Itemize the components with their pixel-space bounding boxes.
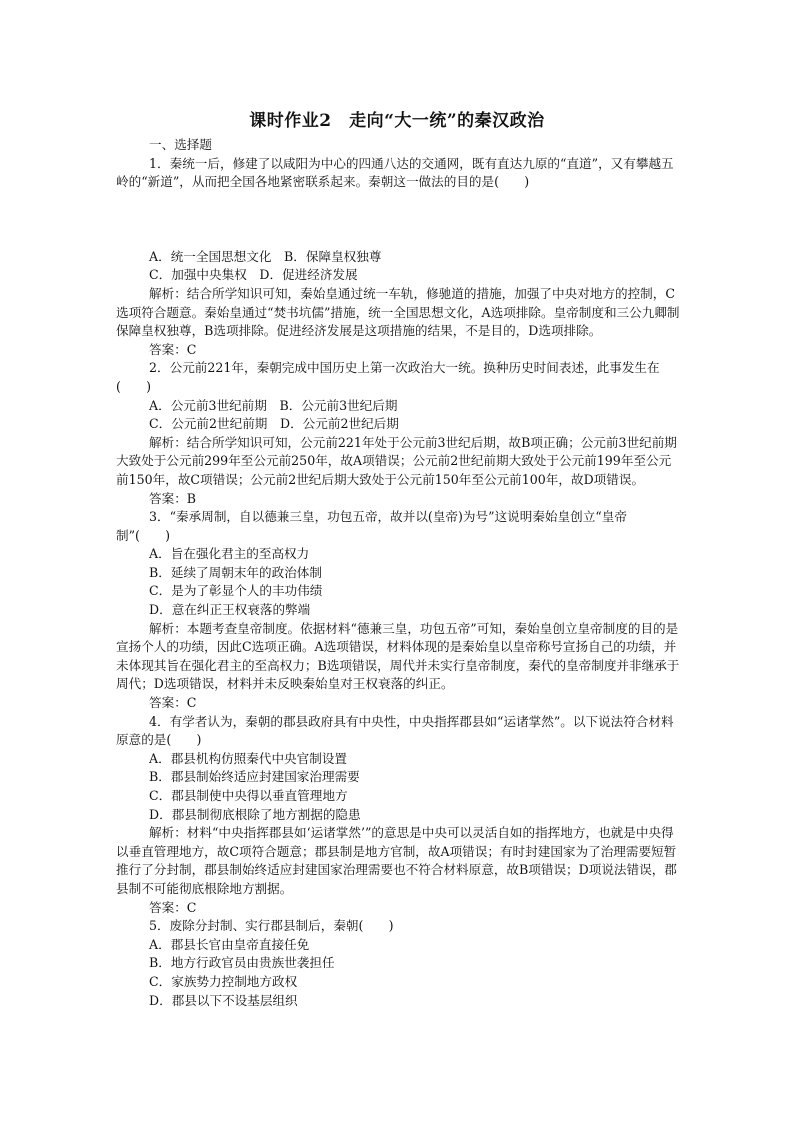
question-1-analysis: 解析：结合所学知识可知，秦始皇通过统一车轨，修驰道的措施，加强了中央对地方的控制，C选项符合题意。秦始皇通过“焚书坑儒”措施，统一全国思想文化，A选项排除。皇帝制度和三公九卿制保障皇权独尊，B选项排除。促进经济发展是这项措施的结果，不是目的，D选项排除。 (116, 285, 680, 339)
question-3-option-b: B．延续了周朝末年的政治体制 (149, 564, 322, 580)
question-4-option-b: B．郡县制始终适应封建国家治理需要 (149, 769, 360, 785)
page-title: 课时作业2 走向“大一统”的秦汉政治 (249, 111, 545, 131)
question-5-option-c: C．家族势力控制地方政权 (149, 973, 298, 989)
question-5-option-b: B．地方行政官员由贵族世袭担任 (149, 955, 335, 971)
question-2-option-row: A．公元前3世纪前期 B．公元前3世纪后期 (149, 397, 398, 413)
question-3-option-a: A．旨在强化君主的至高权力 (149, 546, 310, 562)
question-5-option-d: D．郡县以下不设基层组织 (149, 992, 298, 1008)
question-4-answer: 答案：C (149, 899, 197, 915)
section-heading: 一、选择题 (149, 137, 212, 152)
question-4-option-d: D．郡县制彻底根除了地方割据的隐患 (149, 806, 361, 822)
question-3-option-c: C．是为了彰显个人的丰功伟绩 (149, 583, 323, 599)
question-2-analysis: 解析：结合所学知识可知，公元前221年处于公元前3世纪后期，故B项正确；公元前3世纪前期大致处于公元前299年至公元前250年，故A项错误；公元前2世纪前期大致处于公元前199年至公元前150年，故C项错误；公元前2世纪后期大致处于公元前150年至公元前100年，故D项错误。 (116, 434, 677, 487)
question-2-option-row: C．公元前2世纪前期 D．公元前2世纪后期 (149, 416, 399, 432)
question-5-stem: 5．废除分封制、实行郡县制后，秦朝( ) (149, 918, 394, 934)
question-1-stem: 1．秦统一后，修建了以咸阳为中心的四通八达的交通网，既有直达九原的“直道”，又有攀越五岭的“新道”，从而把全国各地紧密联系起来。秦朝这一做法的目的是( ) (116, 155, 674, 190)
question-4-option-c: C．郡县制使中央得以垂直管理地方 (149, 788, 348, 803)
question-4-stem: 4．有学者认为，秦朝的郡县政府具有中央性，中央指挥郡县如“运诸掌然”。以下说法符合材料原意的是( ) (116, 713, 674, 748)
question-2-stem: 2．公元前221年，秦朝完成中国历史上第一次政治大一统。换种历史时间表述，此事发生在( ) (116, 360, 660, 394)
question-1-option-row: C．加强中央集权 D．促进经济发展 (149, 267, 358, 283)
question-4-option-a: A．郡县机构仿照秦代中央官制设置 (149, 750, 348, 766)
question-3-stem: 3．“秦承周制，自以德兼三皇，功包五帝，故并以(皇帝)为号”这说明秦始皇创立“皇帝制”( ) (116, 509, 627, 543)
question-4-analysis: 解析：材料“中央指挥郡县如‘运诸掌然’”的意思是中央可以灵活自如的指挥地方，也就是中央得以垂直管理地方，故C项符合题意；郡县制是地方官制，故A项错误；有时封建国家为了治理需要短暂推行了分封制，郡县制始终适应封建国家治理需要也不符合材料原意，故B项错误；D项说法错误，郡县制不可能彻底根除地方割据。 (116, 825, 677, 896)
question-3-analysis: 解析：本题考查皇帝制度。依据材料“德兼三皇，功包五帝”可知，秦始皇创立皇帝制度的目的是宣扬个人的功绩，因此C选项正确。A选项错误，材料体现的是秦始皇以皇帝称号宣扬自己的功绩，并未体现其旨在强化君主的至高权力；B选项错误，周代并未实行皇帝制度，秦代的皇帝制度并非继承于周代；D选项错误，材料并未反映秦始皇对王权衰落的纠正。 (116, 620, 680, 692)
question-3-option-d: D．意在纠正王权衰落的弊端 (149, 602, 311, 618)
question-2-answer: 答案：B (149, 490, 197, 506)
question-5-option-a: A．郡县长官由皇帝直接任免 (149, 936, 310, 952)
answer-space (116, 192, 680, 248)
worksheet-content (116, 136, 680, 1010)
question-1-answer: 答案：C (149, 341, 197, 357)
question-3-answer: 答案：C (149, 695, 197, 711)
question-1-option-row: A．统一全国思想文化 B．保障皇权独尊 (149, 248, 382, 264)
